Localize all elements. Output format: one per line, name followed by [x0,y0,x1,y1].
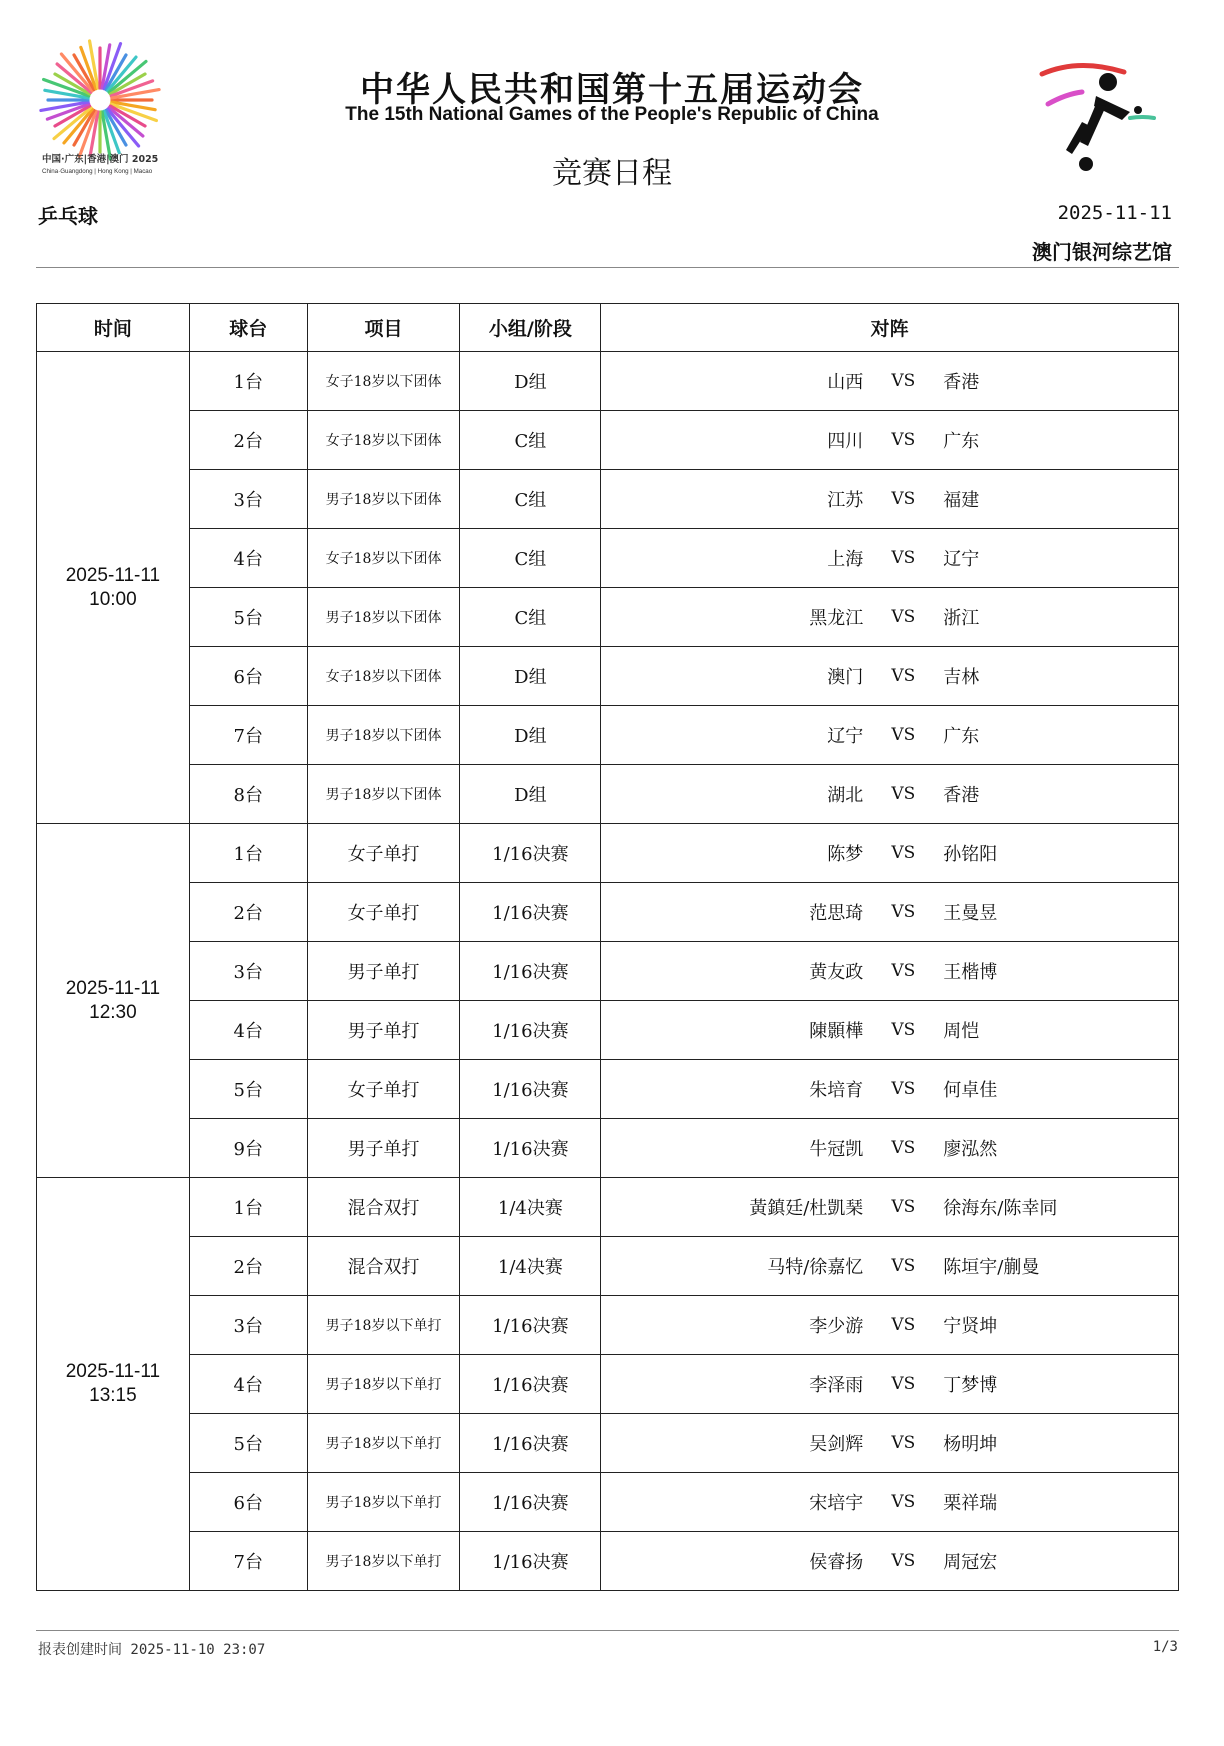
col-header-table: 球台 [189,304,307,352]
table-row [37,1355,1179,1414]
vs-label: VS [891,666,916,686]
matchup-cell [601,824,1179,883]
table-row [37,1473,1179,1532]
session-time: 13:15 [89,1385,137,1406]
player-a: 牛冠凯 [809,1139,864,1160]
table-row [37,1178,1179,1237]
table-number: 3台 [189,470,307,529]
table-row [37,470,1179,529]
schedule-date: 2025-11-11 [1057,202,1172,224]
event-name: 女子18岁以下团体 [307,352,460,411]
vs-label: VS [891,1315,916,1335]
table-number: 4台 [189,1355,307,1414]
table-number: 9台 [189,1119,307,1178]
table-number: 1台 [189,352,307,411]
event-name: 男子18岁以下单打 [307,1414,460,1473]
stage-name: 1/16决赛 [460,1473,601,1532]
stage-name: 1/16决赛 [460,824,601,883]
table-row [37,824,1179,883]
table-number: 5台 [189,1060,307,1119]
stage-name: D组 [460,647,601,706]
event-name: 男子18岁以下团体 [307,588,460,647]
player-a: 陈梦 [827,844,864,865]
stage-name: C组 [460,529,601,588]
matchup-cell [601,1296,1179,1355]
stage-name: C组 [460,470,601,529]
vs-label: VS [891,1020,916,1040]
matchup-cell [601,647,1179,706]
table-number: 2台 [189,1237,307,1296]
vs-label: VS [891,1492,916,1512]
vs-label: VS [891,489,916,509]
table-row [37,352,1179,411]
page-subtitle: 竞赛日程 [552,156,672,191]
stage-name: 1/16决赛 [460,1296,601,1355]
stage-name: 1/16决赛 [460,1119,601,1178]
session-time: 10:00 [89,588,137,610]
table-row [37,1237,1179,1296]
table-number: 5台 [189,588,307,647]
table-row [37,942,1179,1001]
table-number: 1台 [189,824,307,883]
matchup-cell [601,1060,1179,1119]
stage-name: 1/4决赛 [460,1178,601,1237]
event-name: 混合双打 [307,1178,460,1237]
col-header-event: 项目 [307,304,460,352]
matchup-cell [601,1178,1179,1237]
event-name: 男子18岁以下单打 [307,1532,460,1591]
session-date: 2025-11-11 [65,977,161,999]
player-b: 丁梦博 [943,1375,998,1396]
matchup-cell [601,883,1179,942]
col-header-matchup: 对阵 [601,304,1179,352]
logo-text-cn: 中国·广东|香港|澳门 2025 [42,154,159,165]
event-name: 女子18岁以下团体 [307,411,460,470]
table-number: 6台 [189,647,307,706]
stage-name: C组 [460,588,601,647]
stage-name: 1/16决赛 [460,1001,601,1060]
stage-name: 1/16决赛 [460,1532,601,1591]
table-header-row [37,304,1179,352]
stage-name: 1/16决赛 [460,1355,601,1414]
table-number: 4台 [189,529,307,588]
vs-label: VS [891,725,916,745]
sport-name: 乒乓球 [38,204,98,228]
event-name: 男子单打 [307,1119,460,1178]
table-row [37,411,1179,470]
report-created-time: 报表创建时间 2025-11-10 23:07 [38,1642,266,1658]
event-name: 女子18岁以下团体 [307,647,460,706]
vs-label: VS [891,1256,916,1276]
matchup-cell [601,1414,1179,1473]
player-a: 马特/徐嘉忆 [767,1257,864,1278]
matchup-cell [601,352,1179,411]
player-a: 湖北 [827,785,864,806]
player-a: 侯睿扬 [809,1552,864,1573]
player-b: 栗祥瑞 [943,1493,998,1514]
table-number: 6台 [189,1473,307,1532]
schedule-table [36,303,1179,1591]
vs-label: VS [891,1079,916,1099]
player-b: 周恺 [943,1021,980,1042]
matchup-cell [601,1532,1179,1591]
page-title: 中华人民共和国第十五届运动会 [360,70,864,110]
event-name: 男子18岁以下单打 [307,1473,460,1532]
event-name: 男子18岁以下团体 [307,706,460,765]
stage-name: D组 [460,352,601,411]
table-row [37,1060,1179,1119]
matchup-cell [601,942,1179,1001]
matchup-cell [601,1473,1179,1532]
event-name: 男子18岁以下团体 [307,470,460,529]
player-a: 辽宁 [827,726,864,747]
vs-label: VS [891,607,916,627]
vs-label: VS [891,371,916,391]
player-b: 廖泓然 [943,1139,998,1160]
event-name: 男子18岁以下单打 [307,1296,460,1355]
table-row [37,883,1179,942]
player-a: 山西 [827,372,864,393]
table-number: 2台 [189,883,307,942]
player-b: 徐海东/陈幸同 [943,1198,1058,1219]
player-a: 宋培宇 [809,1493,864,1514]
player-b: 陈垣宇/蒯曼 [943,1257,1040,1278]
page-title-en: The 15th National Games of the People's Republic of China [345,104,879,125]
vs-label: VS [891,430,916,450]
table-number: 4台 [189,1001,307,1060]
player-a: 朱培育 [809,1080,864,1101]
session-time-cell [37,1178,190,1591]
vs-label: VS [891,961,916,981]
player-a: 李泽雨 [809,1375,864,1396]
stage-name: 1/4决赛 [460,1237,601,1296]
venue-name: 澳门银河综艺馆 [1032,240,1172,264]
player-b: 香港 [943,785,980,806]
session-date: 2025-11-11 [65,564,161,586]
stage-name: C组 [460,411,601,470]
table-number: 7台 [189,1532,307,1591]
event-name: 混合双打 [307,1237,460,1296]
footer-divider [36,1630,1179,1631]
logo-text-en: China·Guangdong | Hong Kong | Macao [42,168,153,175]
player-a: 江苏 [827,490,864,511]
table-number: 3台 [189,942,307,1001]
player-b: 吉林 [943,667,980,688]
header-divider [36,267,1179,268]
player-a: 陳顥樺 [809,1021,864,1042]
event-name: 女子单打 [307,883,460,942]
table-row [37,647,1179,706]
col-header-time: 时间 [37,304,190,352]
matchup-cell [601,1119,1179,1178]
player-a: 四川 [827,431,864,452]
table-row [37,1296,1179,1355]
player-b: 王楷博 [943,962,998,983]
stage-name: 1/16决赛 [460,1414,601,1473]
vs-label: VS [891,1197,916,1217]
table-row [37,706,1179,765]
matchup-cell [601,1237,1179,1296]
session-time: 12:30 [89,1001,137,1023]
matchup-cell [601,529,1179,588]
table-row [37,1119,1179,1178]
matchup-cell [601,588,1179,647]
player-a: 黃鎮廷/杜凱琹 [749,1198,864,1219]
matchup-cell [601,765,1179,824]
vs-label: VS [891,1433,916,1453]
table-row [37,1414,1179,1473]
table-number: 1台 [189,1178,307,1237]
table-row [37,588,1179,647]
matchup-cell [601,1001,1179,1060]
player-b: 香港 [943,372,980,393]
player-a: 吴剑辉 [809,1434,864,1455]
matchup-cell [601,706,1179,765]
table-number: 2台 [189,411,307,470]
player-a: 李少游 [809,1316,864,1337]
player-b: 广东 [943,431,980,452]
col-header-stage: 小组/阶段 [460,304,601,352]
vs-label: VS [891,843,916,863]
player-b: 广东 [943,726,980,747]
vs-label: VS [891,784,916,804]
event-name: 男子18岁以下单打 [307,1355,460,1414]
stage-name: 1/16决赛 [460,942,601,1001]
table-row [37,765,1179,824]
table-number: 8台 [189,765,307,824]
table-number: 3台 [189,1296,307,1355]
stage-name: D组 [460,765,601,824]
vs-label: VS [891,1551,916,1571]
table-number: 7台 [189,706,307,765]
player-b: 周冠宏 [943,1552,998,1573]
vs-label: VS [891,1374,916,1394]
player-b: 浙江 [943,608,980,629]
player-b: 杨明坤 [943,1434,998,1455]
player-b: 宁贤坤 [943,1316,998,1337]
player-b: 辽宁 [943,549,980,570]
table-row [37,1532,1179,1591]
player-a: 黄友政 [809,962,864,983]
vs-label: VS [891,1138,916,1158]
stage-name: 1/16决赛 [460,1060,601,1119]
matchup-cell [601,1355,1179,1414]
player-b: 福建 [943,490,980,511]
table-row [37,529,1179,588]
table-number: 5台 [189,1414,307,1473]
matchup-cell [601,470,1179,529]
vs-label: VS [891,902,916,922]
session-time-cell [37,824,190,1178]
page-number: 1/3 [1152,1639,1178,1655]
table-row [37,1001,1179,1060]
stage-name: 1/16决赛 [460,883,601,942]
session-date: 2025-11-11 [65,1361,161,1382]
player-a: 范思琦 [809,903,864,924]
player-a: 澳门 [827,667,864,688]
player-a: 上海 [827,549,864,570]
matchup-cell [601,411,1179,470]
event-name: 男子单打 [307,942,460,1001]
event-name: 男子18岁以下团体 [307,765,460,824]
event-name: 男子单打 [307,1001,460,1060]
player-b: 王曼昱 [943,903,998,924]
stage-name: D组 [460,706,601,765]
player-b: 何卓佳 [943,1080,998,1101]
vs-label: VS [891,548,916,568]
event-name: 女子18岁以下团体 [307,529,460,588]
player-b: 孙铭阳 [943,844,998,865]
schedule-body [37,352,1179,1591]
session-time-cell [37,352,190,824]
event-name: 女子单打 [307,1060,460,1119]
event-name: 女子单打 [307,824,460,883]
player-a: 黑龙江 [809,608,864,629]
